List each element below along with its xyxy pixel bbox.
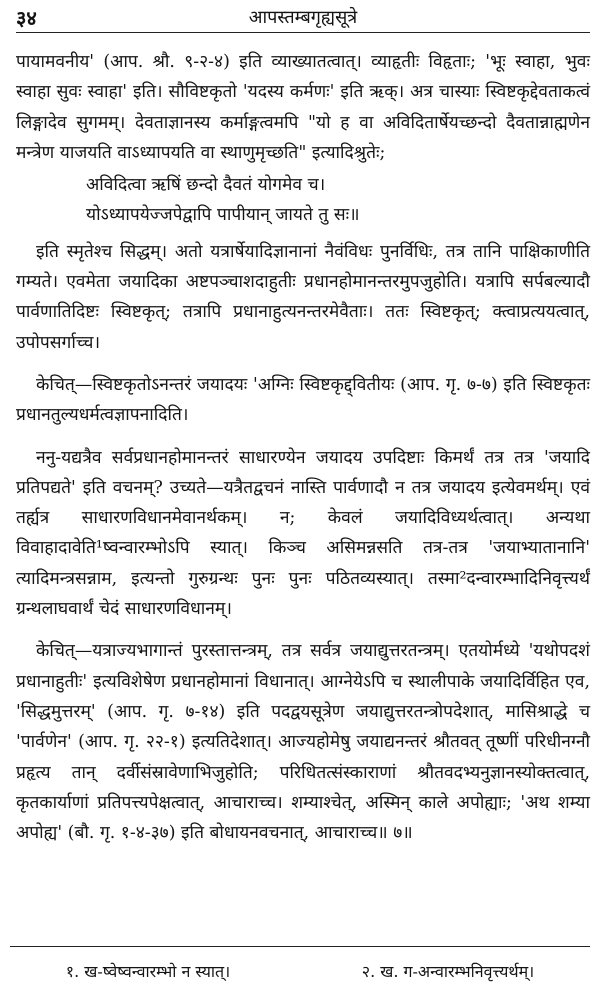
quoted-verse [16,170,590,231]
footnote-1: १. ख-ष्वेष्वन्वारम्भो न स्यात्। [65,962,231,981]
running-title: आपस्तम्बगृह्यसूत्रे [248,7,358,28]
paragraph-2: इति स्मृतेश्च सिद्धम्। अतो यत्रार्षेयादिज्ञानानां नैवंविधः पुनर्विधिः, तत्र तानि पाक्षिकाणीति गम्यते। एवमेता जयादिका अष्टपञ्चाशदाहुतीः प्रधानहोमानन्तरमुपजुहोति। यत्रापि सर्पबल्यादौ पार्वणातिदिष्टः स्विष्टकृत्; तत्रापि प्रधानाहुत्यनन्तरमेवैताः। ततः स्विष्टकृत्; क्त्वाप्रत्ययत्वात्, उपोपसर्गाच्च। [16,241,590,353]
page-header [16,0,590,33]
footnote-divider [10,946,590,947]
commentary-body [16,33,590,848]
footnotes [0,960,600,982]
verse-line-2: योऽध्यापयेज्जपेद्वापि पापीयान् जायते तु सः॥ [86,205,360,226]
paragraph-4: ननु-यद्यत्रैव सर्वप्रधानहोमानन्तरं साधारण्येन जयादय उपदिष्टाः किमर्थं तत्र तत्र 'जयादि प्रतिपद्यते' इति वचनम्? उच्यते—यत्रैतद्वचनं नास्ति पार्वणादौ न तत्र जयादय इत्येवमर्थम्। एवं तर्ह्यत्र साधारणविधानमेवानर्थकम्। न; केवलं जयादिविध्यर्थत्वात्। अन्यथा विवाहादावेति¹ष्वन्वारम्भोऽपि स्यात्। किञ्च असिमन्नसति तत्र-तत्र 'जयाभ्यातानानि' त्यादिमन्त्रसन्नाम, इत्यन्तो गुरुग्रन्थः पुनः पुनः पठितव्यस्यात्। तस्मा²दन्वारम्भादिनिवृत्त्यर्थं ग्रन्थलाघवार्थं चेदं साधारणविधानम्। [16,447,590,620]
paragraph-5: केचित्—यत्राज्यभागान्तं पुरस्तात्तन्त्रम्, तत्र सर्वत्र जयाद्युत्तरतन्त्रम्। एतयोर्मध्ये 'यथोपदशं प्रधानाहुतीः' इत्यविशेषेण प्रधानहोमानां विधानात्। आग्नेयेऽपि च स्थालीपाके जयादिर्विहित एव, 'सिद्धमुत्तरम्' (आप. गृ. ७-१४) इति पदद्वयसूत्रेण जयाद्युत्तरतन्त्रोपदेशात्, मासिश्राद्धे च 'पार्वणेन' (आप. गृ. २२-१) इत्यतिदेशात्। आज्यहोमेषु जयाद्यनन्तरं श्रौतवत् तूष्णीं परिधीनग्नौ प्रहृत्य तान् दर्वीसंस्रावेणाभिजुहोति; परिधितत्संस्काराणां श्रौतवदभ्यनुज्ञानस्योक्तत्वात्, कृतकार्याणां प्रतिपत्त्यपेक्षत्वात्, आचाराच्च। शम्याश्चेत्, अस्मिन् काले अपोह्याः; 'अथ शम्या अपोह्य' (बौ. गृ. १-४-३७) इति बोधायनवचनात्, आचाराच्च॥ ७॥ [16,641,590,844]
paragraph-3: केचित्—स्विष्टकृतोऽनन्तरं जयादयः 'अग्निः स्विष्टकृद्द्वितीयः (आप. गृ. ७-७) इति स्विष्टकृतः प्रधानतुल्यधर्मत्वज्ञापनादिति। [16,374,590,426]
verse-line-1: अविदित्वा ऋषिं छन्दो दैवतं योगमेव च। [86,175,326,196]
paragraph-1: पायामवनीय' (आप. श्रौ. ९-२-४) इति व्याख्यातत्वात्। व्याहृतीः विहृताः; 'भूः स्वाहा, भुवः स्वाहा सुवः स्वाहा' इति। सौविष्टकृतो 'यदस्य कर्मणः' इति ऋक्। अत्र चास्याः स्विष्टकृद्देवताकत्वं लिङ्गादेव सुगमम्। देवताज्ञानस्य कर्माङ्गत्वमपि "यो ह वा अविदितार्षेयच्छन्दो दैवतान्नाह्मणेन मन्त्रेण याजयति वाऽध्यापयति वा स्थाणुमृच्छति" इत्यादिश्रुतेः; [16,52,590,163]
page-number: ३४ [16,6,37,30]
footnote-2: २. ख. ग-अन्वारम्भनिवृत्त्यर्थम्। [361,962,535,981]
